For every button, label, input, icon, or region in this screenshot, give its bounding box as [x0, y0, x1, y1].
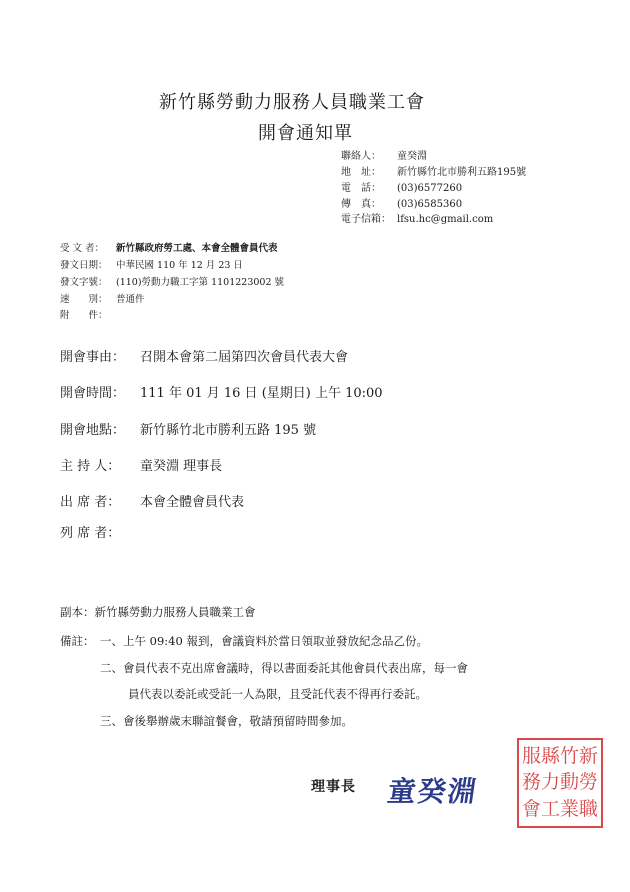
official-seal: [517, 738, 603, 828]
subject-label: 開會事由：: [60, 350, 126, 365]
seal-char: 勞: [579, 771, 599, 794]
seal-char: 工: [541, 798, 561, 821]
seal-char: 務: [522, 771, 542, 794]
document-title: 新竹縣勞動力服務人員職業工會: [159, 92, 425, 113]
issue-date: 中華民國 110 年 12 月 23 日: [116, 260, 243, 271]
contact-person-label: 聯絡人：: [341, 151, 381, 162]
meeting-subject: 召開本會第二屆第四次會員代表大會: [140, 350, 349, 365]
seal-char: 縣: [541, 744, 561, 767]
meeting-attendees: 本會全體會員代表: [140, 495, 245, 510]
note-1: 一、上午 09:40 報到，會議資料於當日領取並發放紀念品乙份。: [100, 634, 428, 648]
copy-line: [60, 604, 256, 620]
meeting-time: 111 年 01 月 16 日 (星期日) 上午 10:00: [140, 386, 383, 401]
note-2b: 員代表以委託或受託一人為限，且受託代表不得再行委託。: [128, 687, 427, 701]
seal-char: 服: [522, 744, 542, 767]
speed-label: 速 別：: [60, 294, 108, 305]
seal-char: 職: [579, 798, 599, 821]
recipient: 新竹縣政府勞工處、本會全體會員代表: [116, 243, 278, 254]
docno-label: 發文字號：: [60, 277, 108, 288]
note-3: 三、會後舉辦歲末聯誼餐會，敬請預留時間參加。: [100, 714, 353, 728]
seal-char: 業: [560, 798, 580, 821]
contact-fax: (03)6585360: [397, 199, 463, 210]
signatory-title: 理事長: [311, 779, 356, 795]
chair-label: 主 持 人：: [60, 459, 121, 474]
contact-fax-label: 傳 真：: [341, 199, 381, 210]
attachment-label: 附 件：: [60, 310, 108, 321]
contact-address-label: 地 址：: [341, 167, 381, 178]
seal-char: 竹: [560, 744, 580, 767]
seal-char: 新: [579, 744, 599, 767]
copy-recipient: 新竹縣勞動力服務人員職業工會: [94, 605, 256, 619]
place-label: 開會地點：: [60, 423, 126, 438]
time-label: 開會時間：: [60, 386, 126, 401]
contact-address: 新竹縣竹北市勝利五路195號: [397, 167, 527, 178]
observers-label: 列 席 者：: [60, 526, 121, 541]
contact-email: lfsu.hc@gmail.com: [397, 214, 494, 225]
contact-phone-label: 電 話：: [341, 183, 381, 194]
attendees-label: 出 席 者：: [60, 495, 121, 510]
meeting-place: 新竹縣竹北市勝利五路 195 號: [140, 423, 317, 438]
document-subtitle: 開會通知單: [258, 123, 353, 144]
seal-char: 力: [541, 771, 561, 794]
date-label: 發文日期：: [60, 260, 108, 271]
contact-phone: (03)6577260: [397, 183, 463, 194]
copy-label: 副本：: [60, 605, 95, 619]
meeting-chair: 童癸淵 理事長: [140, 459, 223, 474]
notes-label: 備註：: [60, 634, 95, 648]
document-number: (110)勞動力職工字第 1101223002 號: [116, 277, 285, 288]
seal-char: 動: [560, 771, 580, 794]
contact-email-label: 電子信箱：: [341, 214, 391, 225]
seal-char: 會: [522, 798, 542, 821]
speed: 普通件: [116, 294, 145, 305]
signature: 童癸淵: [385, 775, 481, 808]
recipient-label: 受 文 者：: [60, 243, 105, 254]
note-2a: 二、會員代表不克出席會議時，得以書面委託其他會員代表出席，每一會: [100, 661, 468, 675]
contact-person: 童癸淵: [397, 151, 427, 162]
